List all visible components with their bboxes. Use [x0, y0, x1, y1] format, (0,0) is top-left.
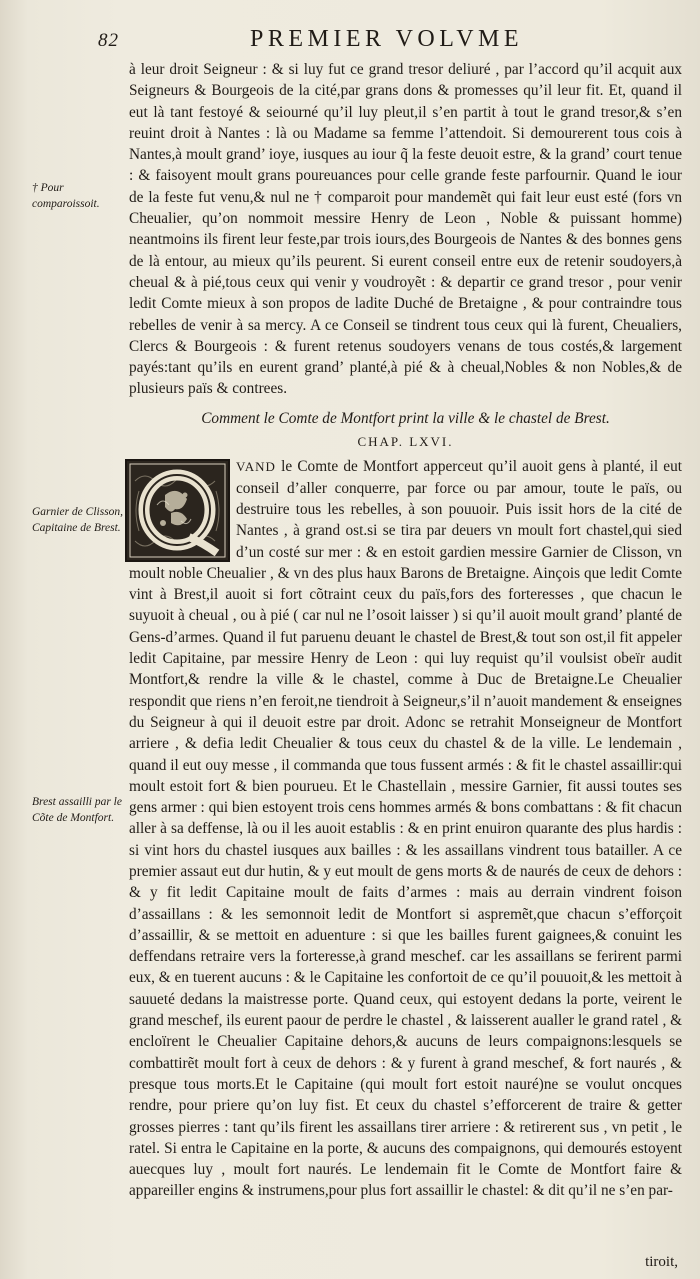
- main-text-column: [129, 59, 682, 1202]
- chapter-title: Comment le Comte de Montfort print la ville & le chastel de Brest.: [201, 409, 610, 427]
- paragraph-continued: à leur droit Seigneur : & si luy fut ce grand tresor deliuré , par l’accord qu’il acquit aux Seigneurs & Bourgeois de la cité,par grans dons & promesses qu’il leur fit. Et, quand il eut là tant festoyé & seiourné qu’il luy pleut,il s’en partit à tout le grand tresor,& s’en reuint droit à Nantes : là ou Madame sa femme l’attendoit. Si demourerent tous cois à Nantes,à moult grand’ ioye, iusques au iour q̃ la feste deuoit estre, & la grand’ court tenue : & faisoyent moult grans poureuances pour celle grande feste parfournir. Quand le iour de la feste fut venu,& nul ne † comparoit pour mandemẽt qui fait leur eust esté (fors vn Cheualier, qu’on nommoit messire Henry de Leon , Noble & puissant homme) neantmoins ils firent leur feste,par trois iours,des Bourgeois de Nantes & des bonnes gens de là entour, au mieux qu’ils peurent. Si eurent conseil entre eux de retenir soudoyers,à cheual & à pié,tous ceux qui venir y voudroyẽt : & departir ce grand tresor , pour venir ledit Comte mieux à son propos de ladite Duché de Bretaigne , & pour contraindre tous rebelles de venir à sa mercy. A ce Conseil se tindrent tous ceux qui là furent, Cheualiers, Clercs & Bourgeois : & furent retenus soudoyers venans de tous costés,& largement payés:tant qu’ils en eurent grand’ planté,à pié & à cheual,Nobles & non Nobles,& de plusieurs païs & contrees.: [129, 61, 682, 398]
- margin-note-brest-assailli: Brest assailli par le Cõte de Montfort.: [32, 796, 122, 824]
- catchword: tiroit,: [645, 1254, 678, 1270]
- chapter-paragraph: [129, 456, 682, 1201]
- running-title: PREMIER VOLVME: [250, 26, 524, 52]
- drop-cap-artwork: [127, 461, 228, 560]
- page-number: 82: [98, 30, 119, 51]
- woodcut-Q-initial-icon: [125, 459, 230, 562]
- chapter-body-text: le Comte de Montfort apperceut qu’il auoit gens à planté, il eut conseil d’aller conquerre, par force ou par amour, toute le païs, ou destruire tous les rebelles, à son pouuoir. Puis issit hors de la cité de Nantes , à grand ost.si se tira par deuers vn moult fort chastel,qui sied d’un costé sur mer : & en estoit gardien messire Garnier de Clisson, vn moult noble Cheualier , & vn des plus haux Barons de Bretaigne. Ainçois que ledit Comte vint à Brest,il auoit si fort cõtraint ceux du païs,fors des forteresses , que chacun le suyuoit à cheual , ou à pié ( car nul ne l’osoit laisser ) si qu’il auoit moult grand’ planté de Gens-d’armes. Quand il fut paruenu deuant le chastel de Brest,& tout son ost,il fit appeler ledit Capitaine, par messire Henry de Leon : qui luy requist qu’il voulsist obeïr audit Montfort,& rendre la ville & le chastel, comme à Duc de Bretaigne.Le Cheualier respondit que riens n’en feroit,ne tiendroit à Seigneur,s’il n’auoit mandement & enseignes du Seigneur à qui il deuoit estre par droit. Adonc se retrahit Monseigneur de Montfort arriere , & defia ledit Cheualier & tous ceux du chastel & de la ville. Le lendemain , quand il eut ouy messe , il commanda que tous fussent armés : & fit le chastel assaillir:qui moult estoit fort & bien pourueu. Et le Chastellain , messire Garnier, fit aussi toutes ses gens armer : qui bien estoyent trois cens hommes armés & bons combattans : & fit chacun aller à sa deffense, là ou il les auoit establis : & en print enuiron quarante des plus hardis : si vint hors du chastel iusques aux bailles : & les assaillans vindrent tous batailler. A ce premier assaut eut dur hutin, & y eut moult de gens morts & de naurés de ceux de dehors : & y fit ledit Capitaine moult de faits d’armes : mais au derrain vindrent foison d’assaillans : & les semonnoit ledit de Montfort si aspremẽt,que chacun s’efforçoit d’assaillir, & se mettoit en aduenture : si que les bailles furent gaignees,& conuint les deffendans retraire vers la forteresse,à grand meschef. car les assaillans se ferirent parmi eux, & en tuerent aucuns : & le Capitaine les confortoit de ce qu’il pouuoit,& les mettoit à sauueté dedans la maistresse porte. Quand ceux, qui estoyent dedans la porte, veirent le grand meschef, ils eurent paour de perdre le chastel , & laisserent aualler le grand ratel , & encloïrent le Cheualier Capitaine dehors,& aucuns de leurs compaignons:lesquels se combattirẽt moult fort à ceux de dehors : & y furent à grand meschef, & fort naurés , & presque tous morts.Et le Capitaine (qui moult fort estoit nauré)ne se voulut oncques rendre, pour priere qu’on luy fist. Et ceux du chastel s’efforcerent de traire & getter grosses pierres : tant qu’ils firent les assaillans tirer arriere : & retirerent sus , vn petit , le ratel. Si entra le Capitaine en la porte, & aucuns des compaignons, qui demourés estoyent auecques luy , moult fort naurés. Le lendemain fit le Comte de Montfort faire & appareiller engins & instrumens,pour plus fort assaillir le chastel: & dit qu’il ne s’en par-: [129, 458, 683, 1200]
- margin-note-comparoissoit: † Pour comparoissoit.: [32, 182, 100, 210]
- chapter-lead-word: VAND: [236, 459, 276, 475]
- margin-note-garnier-de-clisson: Garnier de Clisson, Capitaine de Brest.: [32, 506, 124, 534]
- chapter-number: CHAP. LXVI.: [357, 434, 454, 450]
- page-header: [0, 26, 700, 56]
